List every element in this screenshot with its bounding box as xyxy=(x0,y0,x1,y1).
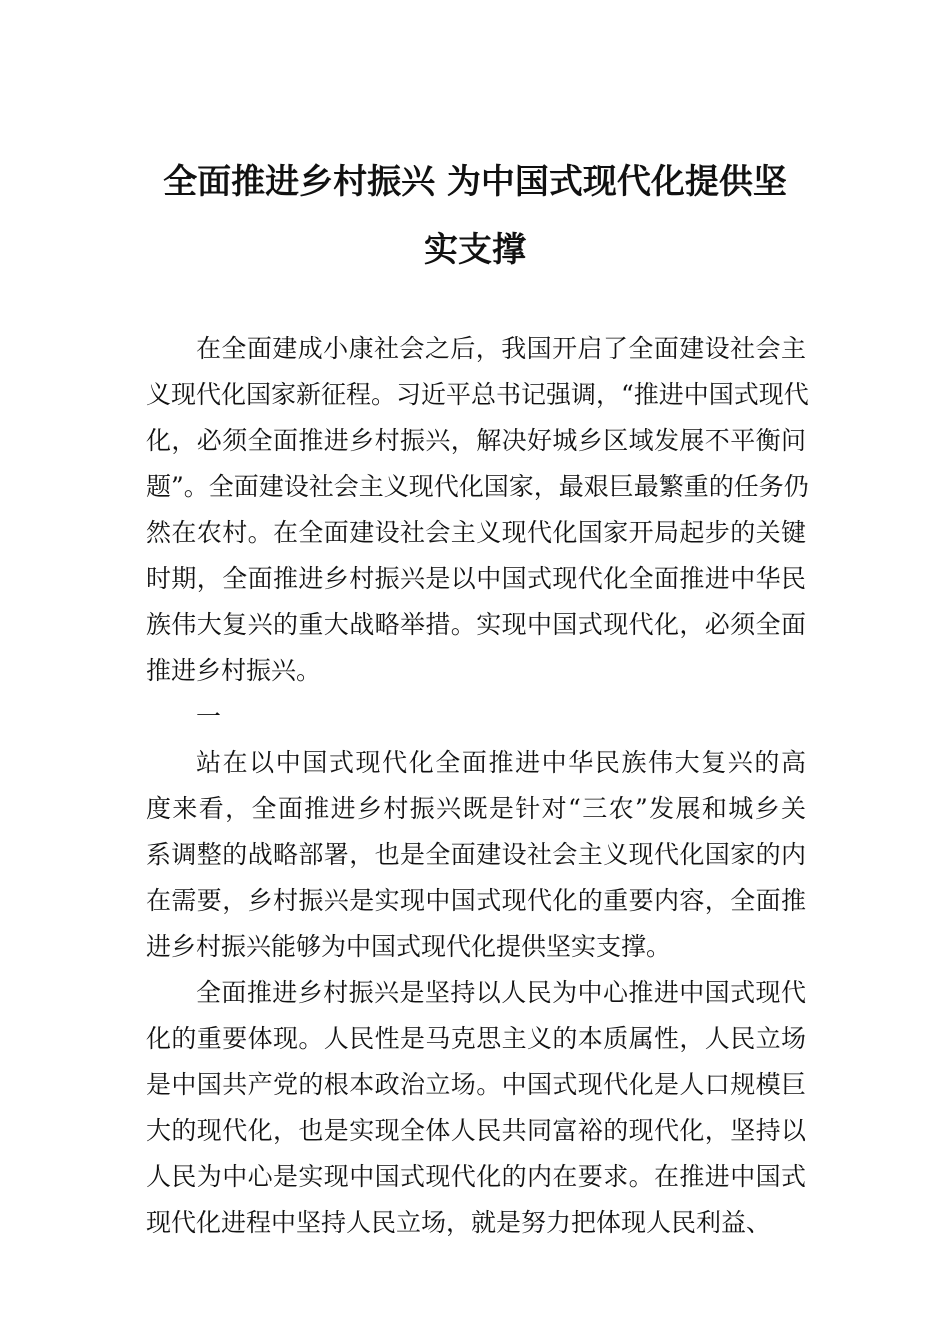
paragraph-line: 时期，全面推进乡村振兴是以中国式现代化全面推进中华民 xyxy=(146,564,806,593)
paragraph-line: 现代化进程中坚持人民立场，就是努力把体现人民利益、 xyxy=(146,1208,772,1237)
paragraph-line: 度来看，全面推进乡村振兴既是针对“三农”发展和城乡关 xyxy=(146,794,806,823)
body-text xyxy=(146,326,809,1246)
paragraph-line: 在全面建成小康社会之后，我国开启了全面建设社会主 xyxy=(196,334,806,363)
paragraph-line: 族伟大复兴的重大战略举措。实现中国式现代化，必须全面 xyxy=(146,610,806,639)
paragraph-line: 题”。全面建设社会主义现代化国家，最艰巨最繁重的任务仍 xyxy=(146,472,809,501)
paragraph-line: 化，必须全面推进乡村振兴，解决好城乡区域发展不平衡问 xyxy=(146,426,806,455)
paragraph-line: 全面推进乡村振兴是坚持以人民为中心推进中国式现代 xyxy=(196,978,806,1007)
paragraph-line: 是中国共产党的根本政治立场。中国式现代化是人口规模巨 xyxy=(146,1070,806,1099)
paragraph-line: 在需要，乡村振兴是实现中国式现代化的重要内容，全面推 xyxy=(146,886,806,915)
paragraph-line: 人民为中心是实现中国式现代化的内在要求。在推进中国式 xyxy=(146,1162,806,1191)
title-line-1: 全面推进乡村振兴 为中国式现代化提供坚 xyxy=(163,162,787,202)
paragraph-line: 化的重要体现。人民性是马克思主义的本质属性，人民立场 xyxy=(146,1024,806,1053)
paragraph-line: 大的现代化，也是实现全体人民共同富裕的现代化，坚持以 xyxy=(146,1116,806,1145)
section-number: 一 xyxy=(196,702,222,731)
paragraph-line: 然在农村。在全面建设社会主义现代化国家开局起步的关键 xyxy=(146,518,806,547)
title-line-2: 实支撑 xyxy=(424,230,526,270)
paragraph-line: 站在以中国式现代化全面推进中华民族伟大复兴的高 xyxy=(196,748,806,777)
paragraph-line: 系调整的战略部署，也是全面建设社会主义现代化国家的内 xyxy=(146,840,806,869)
paragraph-line: 义现代化国家新征程。习近平总书记强调，“推进中国式现代 xyxy=(146,380,809,409)
paragraph-line: 进乡村振兴能够为中国式现代化提供坚实支撑。 xyxy=(146,932,672,961)
paragraph-line: 推进乡村振兴。 xyxy=(146,656,322,685)
